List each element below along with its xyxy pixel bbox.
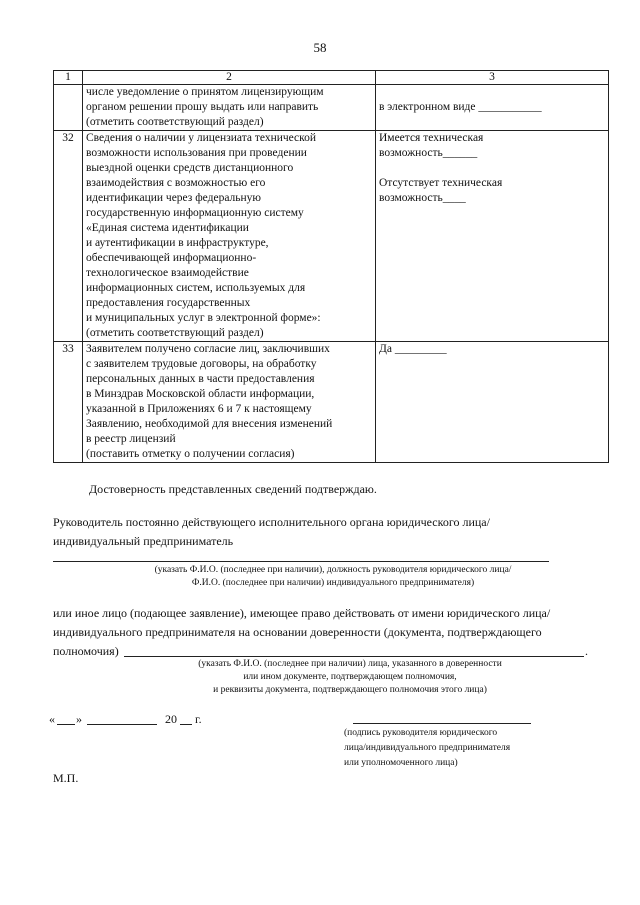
confirm-statement: Достоверность представленных сведений подтверждаю. [89,482,377,496]
date-open-quote: « [49,712,55,726]
table-row-continuation [54,85,609,131]
head-of-organization-text: Руководитель постоянно действующего исполнительного органа юридического лица/ индивидуальный предприниматель [53,515,490,548]
date-year-line[interactable] [180,724,192,725]
signature-line[interactable] [353,723,531,724]
consent-yes-option[interactable]: Да _________ [379,343,447,355]
electronic-form-option[interactable]: в электронном виде ___________ [379,101,542,113]
header-col-1: 1 [54,71,83,85]
other-person-text-line-1: или иное лицо (подающее заявление), имеющее право действовать от имени юридического лица/ [53,606,551,620]
row-32-answer [376,131,609,342]
table-row-32 [54,131,609,342]
other-person-name-line[interactable] [124,656,584,657]
date-year-prefix: 20 [165,712,177,726]
tech-available-option[interactable]: Имеется техническая возможность______ [379,132,484,159]
other-person-text-line-3: полномочия) [53,644,119,658]
stamp-place: М.П. [53,771,79,785]
page-number: 58 [313,40,327,55]
continuation-answer [376,85,609,131]
table-header-row [54,71,609,85]
continuation-text: числе уведомление о принятом лицензирующим органом решении прошу выдать или направить (отметить соответствующий раздел) [83,85,376,131]
row-33-number: 33 [54,342,83,463]
signature-caption: (подпись руководителя юридического лица/индивидуального предпринимателя или уполномоченного лица) [344,728,511,768]
head-name-line[interactable] [53,561,549,562]
date-year-suffix: г. [195,712,202,726]
continuation-number [54,85,83,131]
head-name-caption: (указать Ф.И.О. (последнее при наличии), должность руководителя юридического лица/ Ф.И.О. (последнее при наличии) индивидуального предпринимателя) [154,565,512,588]
other-person-period: . [585,644,588,658]
row-33-text: Заявителем получено согласие лиц, заключивших с заявителем трудовые договоры, на обработку персональных данных в части предоставления в Минздрав Московской области информации, указанной в Приложениях 6 и 7 к настоящему Заявлению, необходимой для внесения изменений в реестр лицензий (поставить отметку о получении согласия) [83,342,376,463]
row-32-number: 32 [54,131,83,342]
date-day-line[interactable] [57,724,75,725]
other-person-text-line-2: индивидуального предпринимателя на основании доверенности (документа, подтверждающего [53,625,542,639]
row-33-answer [376,342,609,463]
date-month-line[interactable] [87,724,157,725]
other-person-caption: (указать Ф.И.О. (последнее при наличии) лица, указанного в доверенности или ином документе, подтверждающем полномочия, и реквизиты документа, подтверждающего полномочия этого лица) [198,659,502,695]
date-close-quote: » [76,712,82,726]
header-col-2: 2 [83,71,376,85]
table-row-33 [54,342,609,463]
form-table [53,70,609,463]
header-col-3: 3 [376,71,609,85]
tech-absent-option[interactable]: Отсутствует техническая возможность____ [379,177,503,204]
row-32-text: Сведения о наличии у лицензиата технической возможности использования при проведении выездной оценки средств дистанционного взаимодействия с возможностью его идентификации через федеральную государственную информационную систему «Единая система идентификации и аутентификации в инфраструктуре, обеспечивающей информационно- технологическое взаимодействие информационных систем, используемых для предоставления государственных и муниципальных услуг в электронной форме»: (отметить соответствующий раздел) [83,131,376,342]
